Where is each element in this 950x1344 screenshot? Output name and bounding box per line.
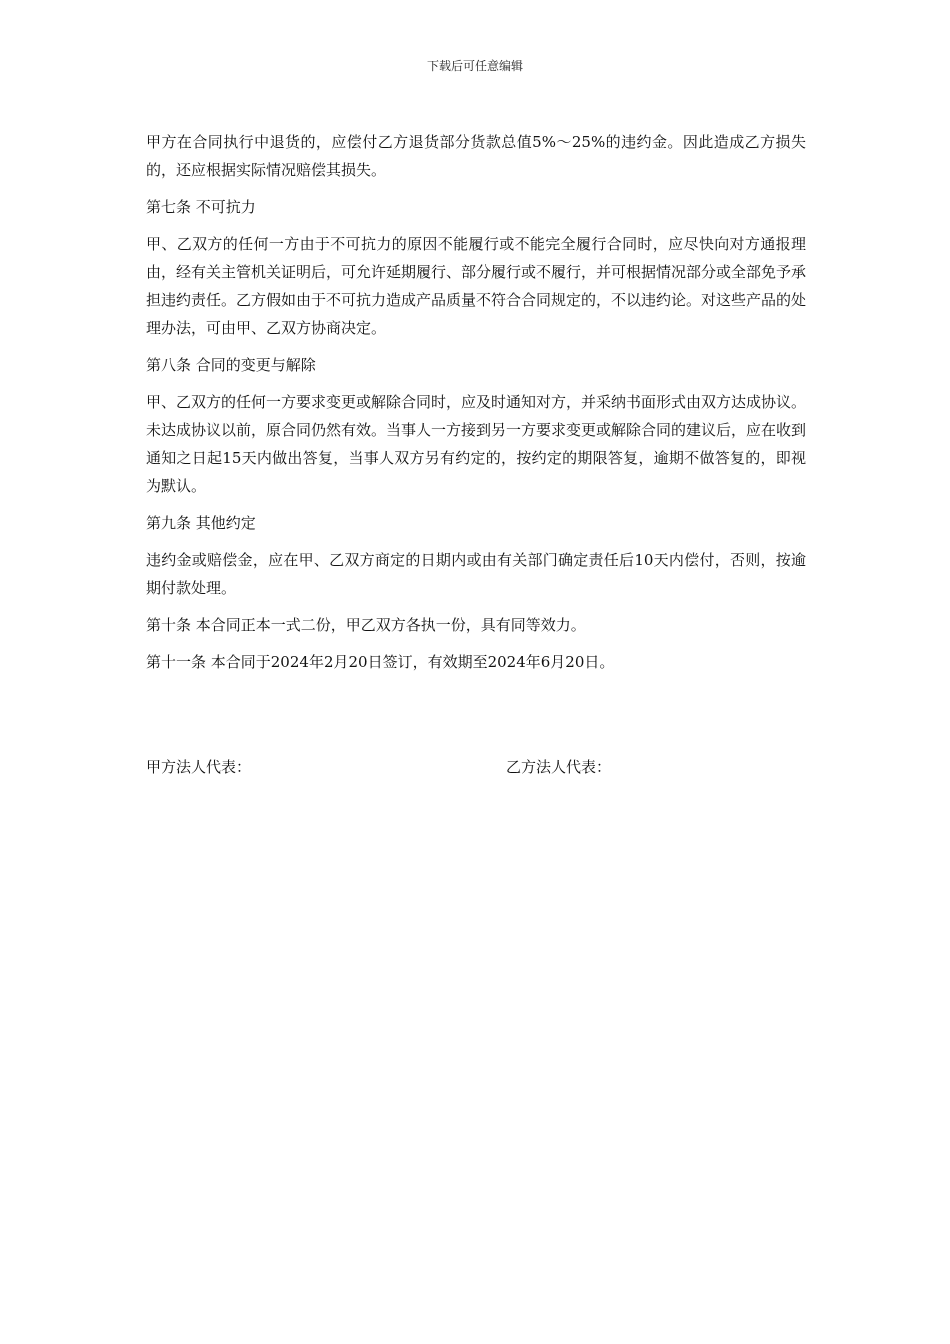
header-note: 下载后可任意编辑 <box>426 59 523 73</box>
paragraph-return-penalty: 甲方在合同执行中退货的，应偿付乙方退货部分货款总值5%～25%的违约金。因此造成乙方损失的，还应根据实际情况赔偿其损失。 <box>146 133 806 179</box>
article-9-heading: 第九条 其他约定 <box>146 514 256 532</box>
article-11: 第十一条 本合同于2024年2月20日签订，有效期至2024年6月20日。 <box>146 653 615 671</box>
article-8-heading: 第八条 合同的变更与解除 <box>146 356 316 374</box>
article-10: 第十条 本合同正本一式二份，甲乙双方各执一份，具有同等效力。 <box>146 616 586 634</box>
article-7-heading: 第七条 不可抗力 <box>146 198 256 216</box>
contract-body <box>146 128 806 685</box>
paragraph-other-terms: 违约金或赔偿金，应在甲、乙双方商定的日期内或由有关部门确定责任后10天内偿付，否则，按逾期付款处理。 <box>146 551 806 597</box>
paragraph-force-majeure: 甲、乙双方的任何一方由于不可抗力的原因不能履行或不能完全履行合同时，应尽快向对方通报理由，经有关主管机关证明后，可允许延期履行、部分履行或不履行，并可根据情况部分或全部免予承担违约责任。乙方假如由于不可抗力造成产品质量不符合合同规定的，不以违约论。对这些产品的处理办法，可由甲、乙双方协商决定。 <box>146 235 807 337</box>
party-b-representative: 乙方法人代表： <box>506 758 612 776</box>
paragraph-change-termination: 甲、乙双方的任何一方要求变更或解除合同时，应及时通知对方，并采纳书面形式由双方达成协议。未达成协议以前，原合同仍然有效。当事人一方接到另一方要求变更或解除合同的建议后，应在收到通知之日起15天内做出答复，当事人双方另有约定的，按约定的期限答复，逾期不做答复的，即视为默认。 <box>146 393 807 495</box>
party-a-representative: 甲方法人代表： <box>146 758 252 776</box>
